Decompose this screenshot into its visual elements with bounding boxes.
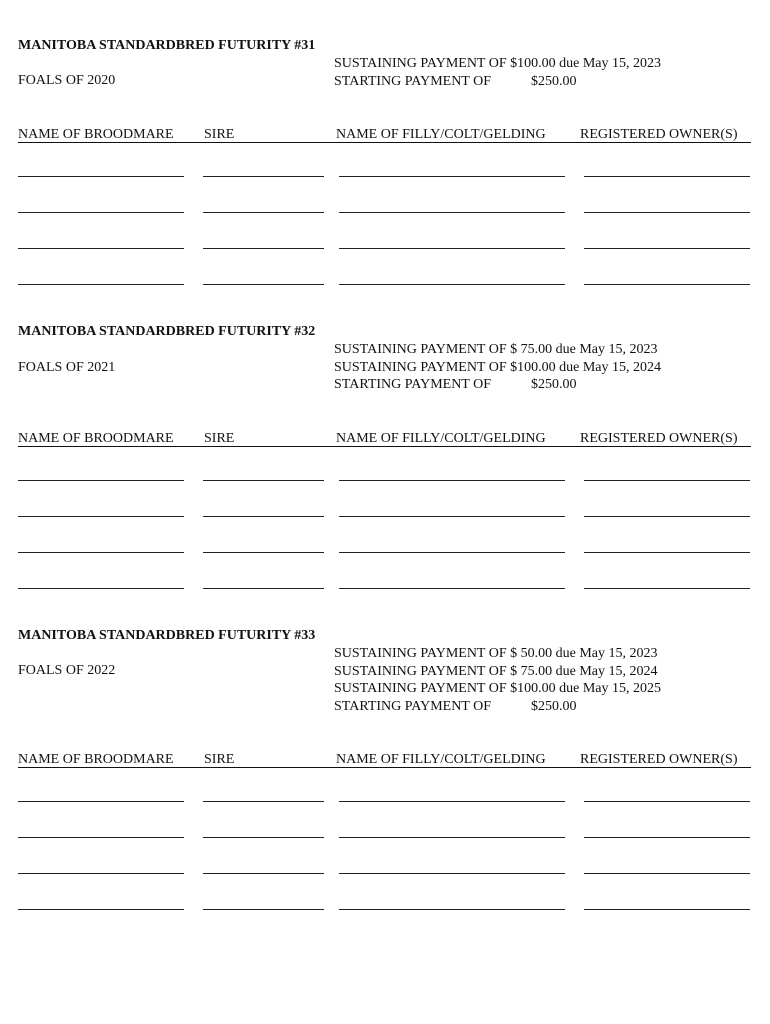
entry-row [0, 801, 770, 837]
owner-blank[interactable] [584, 801, 750, 802]
starting-payment [334, 73, 661, 91]
sire-blank[interactable] [203, 588, 324, 589]
owner-blank[interactable] [584, 837, 750, 838]
foal-name-blank[interactable] [339, 552, 565, 553]
header-underline [18, 142, 751, 143]
payment-label: SUSTAINING PAYMENT OF [334, 663, 507, 679]
payment-due-date: due May 15, 2023 [555, 646, 658, 661]
payment-amount: $ 50.00 [510, 646, 553, 661]
column-header-foal: NAME OF FILLY/COLT/GELDING [336, 752, 546, 767]
sire-blank[interactable] [203, 873, 324, 874]
foal-name-blank[interactable] [339, 909, 565, 910]
foal-name-blank[interactable] [339, 588, 565, 589]
header-underline [18, 767, 751, 768]
owner-blank[interactable] [584, 248, 750, 249]
futurity-title: MANITOBA STANDARDBRED FUTURITY #31 [18, 38, 316, 53]
sire-blank[interactable] [203, 801, 324, 802]
column-header-sire: SIRE [204, 752, 235, 767]
foal-name-blank[interactable] [339, 248, 565, 249]
foal-name-blank[interactable] [339, 873, 565, 874]
column-header-broodmare: NAME OF BROODMARE [18, 431, 174, 446]
broodmare-blank[interactable] [18, 837, 184, 838]
broodmare-blank[interactable] [18, 801, 184, 802]
broodmare-blank[interactable] [18, 873, 184, 874]
payment-amount: $100.00 [510, 681, 556, 696]
entry-row [0, 909, 770, 945]
sustaining-payment [334, 645, 661, 663]
foal-name-blank[interactable] [339, 284, 565, 285]
payment-due-date: due May 15, 2023 [559, 56, 662, 71]
broodmare-blank[interactable] [18, 248, 184, 249]
broodmare-blank[interactable] [18, 284, 184, 285]
payment-schedule [334, 341, 661, 394]
owner-blank[interactable] [584, 212, 750, 213]
foals-year: FOALS OF 2021 [18, 360, 116, 375]
owner-blank[interactable] [584, 588, 750, 589]
sustaining-payment [334, 55, 661, 73]
broodmare-blank[interactable] [18, 552, 184, 553]
entry-rows [0, 480, 770, 624]
payment-label: STARTING PAYMENT OF [334, 73, 492, 89]
payment-schedule [334, 55, 661, 90]
owner-blank[interactable] [584, 284, 750, 285]
payment-label: SUSTAINING PAYMENT OF [334, 56, 507, 71]
sire-blank[interactable] [203, 552, 324, 553]
foal-name-blank[interactable] [339, 212, 565, 213]
column-header-row [0, 751, 770, 769]
column-header-owner: REGISTERED OWNER(S) [580, 127, 738, 142]
column-header-sire: SIRE [204, 127, 235, 142]
column-header-foal: NAME OF FILLY/COLT/GELDING [336, 431, 546, 446]
entry-row [0, 552, 770, 588]
payment-label: STARTING PAYMENT OF [334, 698, 492, 714]
sire-blank[interactable] [203, 212, 324, 213]
futurity-title: MANITOBA STANDARDBRED FUTURITY #33 [18, 628, 316, 643]
owner-blank[interactable] [584, 552, 750, 553]
entry-row [0, 176, 770, 212]
entry-row [0, 248, 770, 284]
owner-blank[interactable] [584, 176, 750, 177]
futurity-title: MANITOBA STANDARDBRED FUTURITY #32 [18, 324, 316, 339]
owner-blank[interactable] [584, 873, 750, 874]
sire-blank[interactable] [203, 248, 324, 249]
broodmare-blank[interactable] [18, 516, 184, 517]
foal-name-blank[interactable] [339, 480, 565, 481]
entry-row [0, 873, 770, 909]
column-header-owner: REGISTERED OWNER(S) [580, 431, 738, 446]
payment-label: SUSTAINING PAYMENT OF [334, 342, 507, 357]
column-header-row [0, 126, 770, 144]
broodmare-blank[interactable] [18, 909, 184, 910]
broodmare-blank[interactable] [18, 212, 184, 213]
sustaining-payment [334, 663, 661, 681]
sire-blank[interactable] [203, 284, 324, 285]
broodmare-blank[interactable] [18, 588, 184, 589]
entry-row [0, 284, 770, 320]
payment-due-date: due May 15, 2023 [555, 342, 658, 357]
payment-due-date: due May 15, 2024 [555, 663, 658, 679]
owner-blank[interactable] [584, 516, 750, 517]
column-header-foal: NAME OF FILLY/COLT/GELDING [336, 127, 546, 142]
sustaining-payment [334, 359, 661, 377]
payment-amount: $ 75.00 [510, 342, 553, 357]
payment-label: STARTING PAYMENT OF [334, 377, 492, 392]
payment-amount: $250.00 [531, 377, 577, 392]
payment-schedule [334, 645, 661, 715]
foal-name-blank[interactable] [339, 837, 565, 838]
entry-row [0, 212, 770, 248]
broodmare-blank[interactable] [18, 176, 184, 177]
sire-blank[interactable] [203, 516, 324, 517]
owner-blank[interactable] [584, 909, 750, 910]
payment-amount: $100.00 [510, 359, 556, 375]
column-header-broodmare: NAME OF BROODMARE [18, 127, 174, 142]
foal-name-blank[interactable] [339, 176, 565, 177]
broodmare-blank[interactable] [18, 480, 184, 481]
foal-name-blank[interactable] [339, 801, 565, 802]
foals-year: FOALS OF 2020 [18, 73, 116, 88]
sire-blank[interactable] [203, 480, 324, 481]
sustaining-payment [334, 341, 661, 359]
sire-blank[interactable] [203, 837, 324, 838]
payment-amount: $100.00 [510, 56, 556, 71]
payment-amount: $ 75.00 [510, 663, 553, 679]
column-header-row [0, 430, 770, 448]
entry-row [0, 837, 770, 873]
owner-blank[interactable] [584, 480, 750, 481]
payment-label: SUSTAINING PAYMENT OF [334, 681, 507, 696]
starting-payment [334, 376, 661, 394]
column-header-sire: SIRE [204, 431, 235, 446]
starting-payment [334, 698, 661, 716]
sire-blank[interactable] [203, 909, 324, 910]
payment-label: SUSTAINING PAYMENT OF [334, 359, 507, 375]
payment-amount: $250.00 [531, 698, 577, 714]
sire-blank[interactable] [203, 176, 324, 177]
sustaining-payment [334, 680, 661, 698]
foal-name-blank[interactable] [339, 516, 565, 517]
payment-due-date: due May 15, 2025 [559, 681, 662, 696]
payment-due-date: due May 15, 2024 [559, 359, 662, 375]
payment-label: SUSTAINING PAYMENT OF [334, 646, 507, 661]
entry-rows [0, 176, 770, 320]
payment-amount: $250.00 [531, 73, 577, 89]
foals-year: FOALS OF 2022 [18, 663, 116, 678]
column-header-owner: REGISTERED OWNER(S) [580, 752, 738, 767]
entry-row [0, 480, 770, 516]
entry-rows [0, 801, 770, 945]
entry-row [0, 516, 770, 552]
column-header-broodmare: NAME OF BROODMARE [18, 752, 174, 767]
entry-row [0, 588, 770, 624]
header-underline [18, 446, 751, 447]
